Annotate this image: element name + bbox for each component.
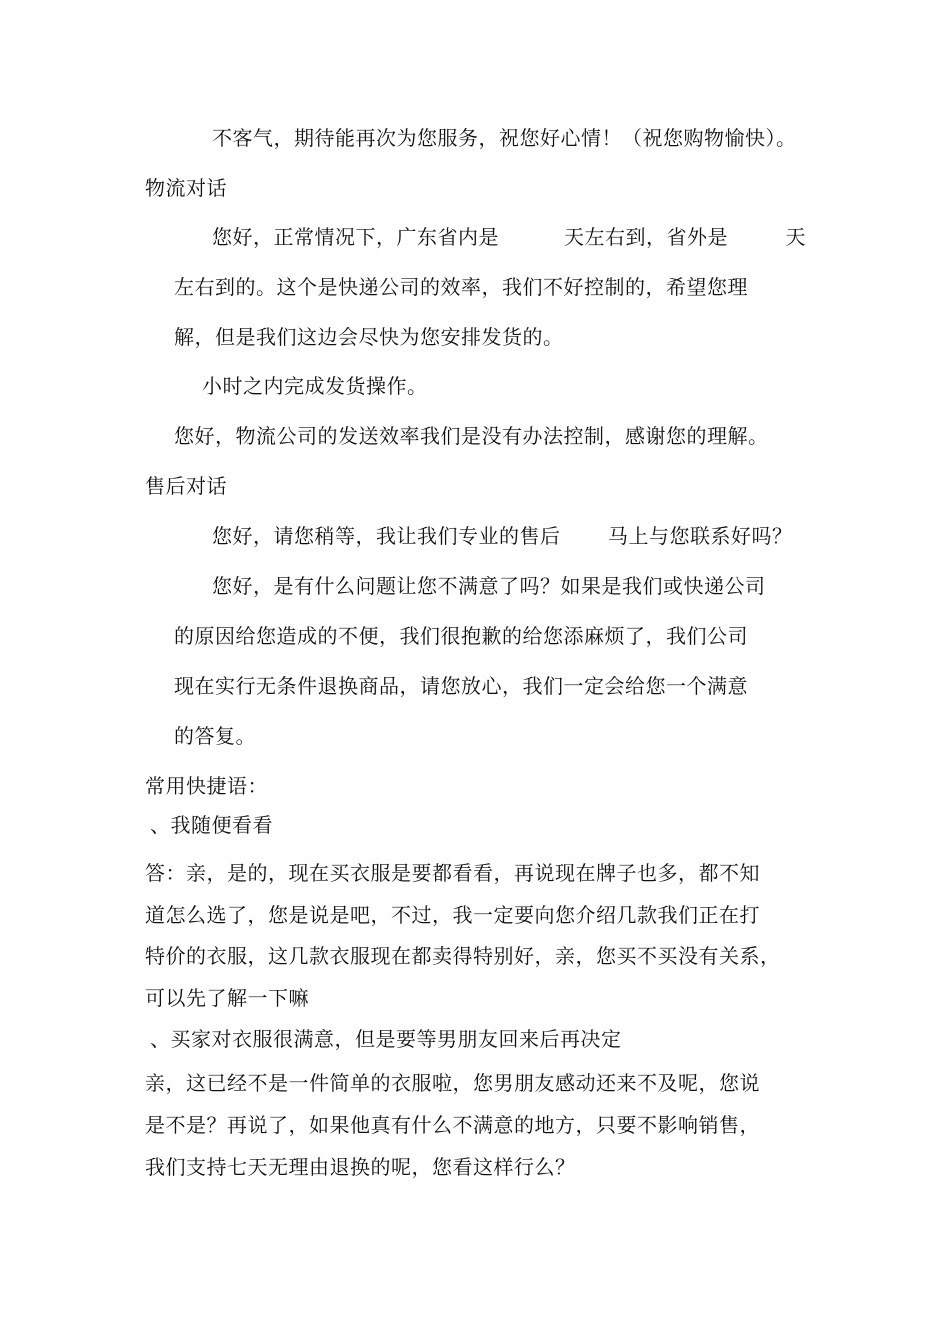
logistics-paragraph-line-4: 小时之内完成发货操作。 <box>202 374 428 398</box>
phrase-question-2: 、买家对衣服很满意，但是要等男朋友回来后再决定 <box>150 1027 622 1051</box>
logistics-paragraph-line-5: 您好，物流公司的发送效率我们是没有办法控制，感谢您的理解。 <box>174 424 769 448</box>
logistics-text-segment: 您好，正常情况下，广东省内是 <box>212 225 499 249</box>
section-heading-aftersale: 售后对话 <box>145 474 227 498</box>
phrase-answer-2-line-1: 亲，这已经不是一件简单的衣服啦，您男朋友感动还来不及呢，您说 <box>145 1071 760 1095</box>
aftersale-paragraph-line-4: 现在实行无条件退换商品，请您放心，我们一定会给您一个满意 <box>174 674 748 698</box>
logistics-paragraph-line-2: 左右到的。这个是快递公司的效率，我们不好控制的，希望您理 <box>174 275 748 299</box>
phrase-answer-2-line-2: 是不是？再说了，如果他真有什么不满意的地方，只要不影响销售， <box>145 1113 760 1137</box>
phrase-answer-1-line-2: 道怎么选了，您是说是吧，不过，我一定要向您介绍几款我们正在打 <box>145 903 760 927</box>
aftersale-paragraph-line-5: 的答复。 <box>174 724 256 748</box>
aftersale-paragraph-line-3: 的原因给您造成的不便，我们很抱歉的给您添麻烦了，我们公司 <box>174 624 748 648</box>
section-heading-phrases: 常用快捷语： <box>145 774 268 798</box>
logistics-paragraph-line-3: 解，但是我们这边会尽快为您安排发货的。 <box>174 325 564 349</box>
phrase-answer-1-line-3: 特价的衣服，这几款衣服现在都卖得特别好，亲，您买不买没有关系， <box>145 944 781 968</box>
aftersale-text-segment: 马上与您联系好吗？ <box>608 524 793 548</box>
closing-line: 不客气，期待能再次为您服务，祝您好心情！（祝您购物愉快）。 <box>212 126 797 150</box>
section-heading-logistics: 物流对话 <box>145 176 227 200</box>
aftersale-paragraph-line-2: 您好，是有什么问题让您不满意了吗？如果是我们或快递公司 <box>212 574 766 598</box>
phrase-question-1: 、我随便看看 <box>150 813 273 837</box>
phrase-answer-1-line-1: 答：亲，是的，现在买衣服是要都看看，再说现在牌子也多，都不知 <box>145 861 760 885</box>
logistics-text-segment: 天左右到，省外是 <box>564 225 728 249</box>
phrase-answer-2-line-3: 我们支持七天无理由退换的呢，您看这样行么？ <box>145 1155 576 1179</box>
logistics-text-segment: 天 <box>785 225 806 249</box>
phrase-answer-1-line-4: 可以先了解一下嘛 <box>145 986 309 1010</box>
aftersale-text-segment: 您好，请您稍等，我让我们专业的售后 <box>212 524 561 548</box>
